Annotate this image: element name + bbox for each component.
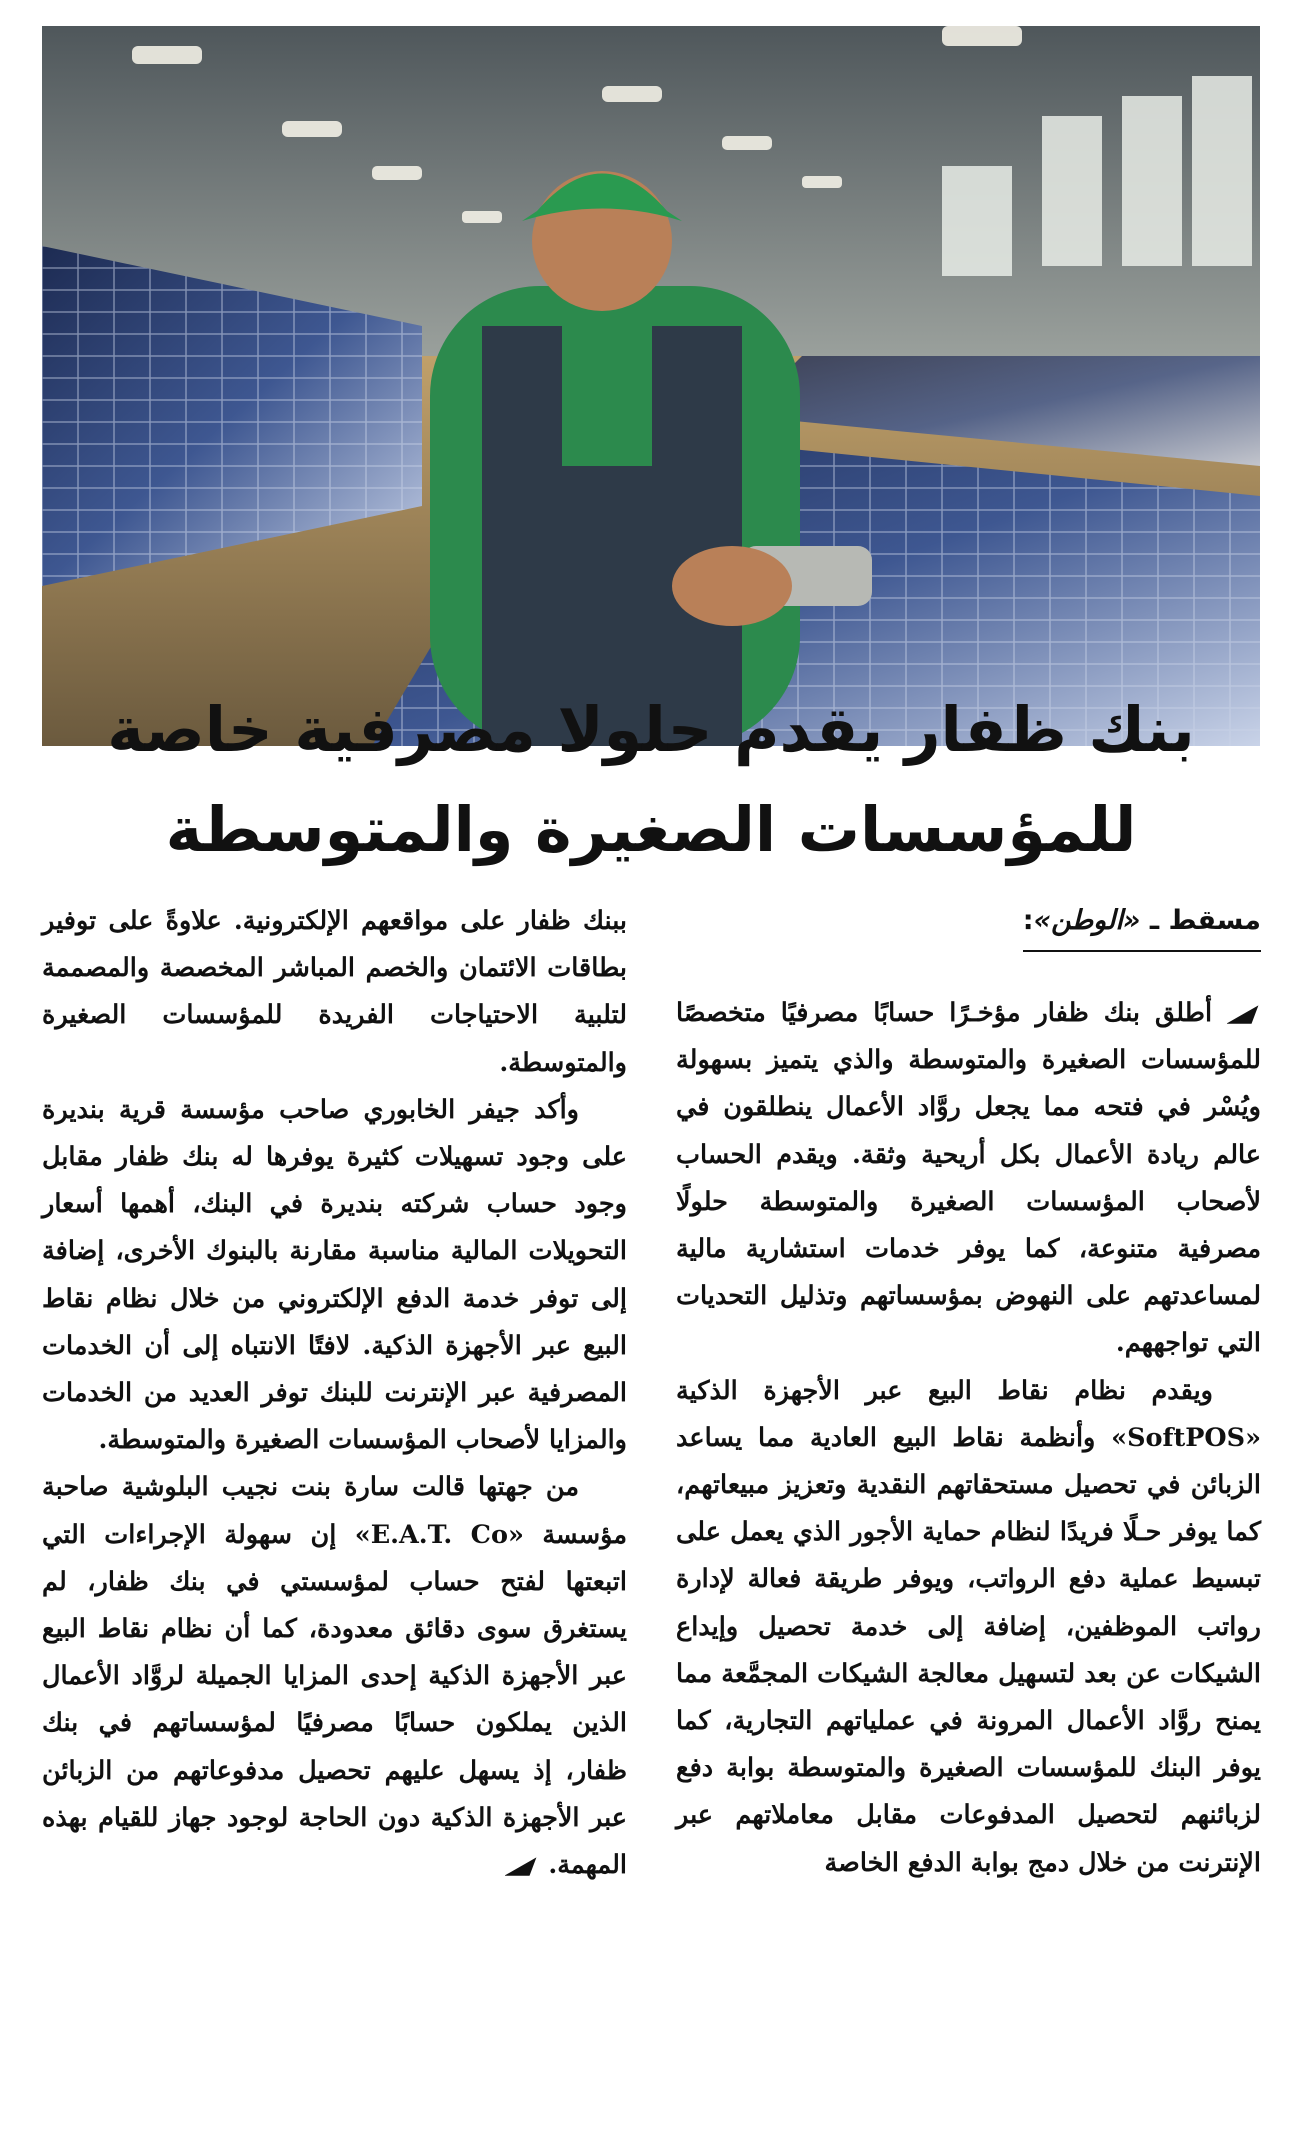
dateline-city: مسقط ـ (1140, 905, 1261, 936)
paragraph-5-text: من جهتها قالت سارة بنت نجيب البلوشية صاحبة مؤسسة «E.A.T. Co» إن سهولة الإجراءات التي اتبعتها لفتح حساب لمؤسستي في بنك ظفار، لم يستغرق سوى دقائق معدودة، كما أن نظام نقاط البيع عبر الأجهزة الذكية إحدى المزايا الجميلة لروَّاد الأعمال الذين يملكون حسابًا مصرفيًا لمؤسساتهم في بنك ظفار، إذ يسهل عليهم تحصيل مدفوعاتهم من الزبائن عبر الأجهزة الذكية دون الحاجة لوجود جهاز للقيام بهذه المهمة. (42, 1472, 627, 1881)
end-quill-ornament-icon (505, 1855, 539, 1877)
headline-line-1: بنك ظفار يقدم حلولا مصرفية خاصة (107, 693, 1195, 766)
paragraph-1-text: أطلق بنك ظفار مؤخـرًا حسابًا مصرفيًا متخصصًا للمؤسسات الصغيرة والمتوسطة والذي يتميز بسهولة ويُسْر في فتحه مما يجعل روَّاد الأعمال ينطلقون في عالم ريادة الأعمال بكل أريحية وثقة. ويقدم الحساب لأصحاب المؤسسات الصغيرة والمتوسطة حلولًا مصرفية متنوعة، كما يوفر خدمات استشارية مالية لمساعدتهم على النهوض بمؤسساتهم وتذليل التحديات التي تواجههم. (676, 998, 1261, 1359)
worker-solar-panels-illustration (42, 26, 1260, 746)
article-column-left (42, 898, 627, 1889)
headline-line-2: للمؤسسات الصغيرة والمتوسطة (165, 793, 1137, 866)
newspaper-name: «الوطن» (1033, 905, 1141, 936)
article-photo (42, 26, 1260, 746)
dateline (1023, 900, 1261, 952)
quill-ornament-icon (1227, 1003, 1261, 1025)
headline (42, 680, 1260, 880)
paragraph-4: وأكد جيفر الخابوري صاحب مؤسسة قرية بنديرة على وجود تسهيلات كثيرة يوفرها له بنك ظفار مقابل وجود حساب شركته بنديرة في البنك، أهمها أسعار التحويلات المالية مناسبة مقارنة بالبنوك الأخرى، إضافة إلى توفر خدمة الدفع الإلكتروني من خلال نظام نقاط البيع عبر الأجهزة الذكية. لافتًا الانتباه إلى أن الخدمات المصرفية عبر الإنترنت للبنك توفر العديد من الخدمات والمزايا لأصحاب المؤسسات الصغيرة والمتوسطة. (42, 1094, 627, 1456)
article-column-right (676, 898, 1261, 1887)
paragraph-2: ويقدم نظام نقاط البيع عبر الأجهزة الذكية «SoftPOS» وأنظمة نقاط البيع العادية مما يساعد الزبائن في تحصيل مستحقاتهم النقدية وتعزيز مبيعاتهم، كما يوفر حـلًا فريدًا لنظام حماية الأجور الذي يعمل على تبسيط عملية دفع الرواتب، ويوفر طريقة فعالة لإدارة رواتب الموظفين، إضافة إلى خدمة تحصيل وإيداع الشيكات عن بعد لتسهيل معالجة الشيكات المجمَّعة مما يمنح روَّاد الأعمال المرونة في عملياتهم التجارية، كما يوفر البنك للمؤسسات الصغيرة والمتوسطة بوابة دفع لزبائنهم لتحصيل المدفوعات مقابل معاملاتهم عبر الإنترنت من خلال دمج بوابة الدفع الخاصة (676, 1375, 1261, 1878)
paragraph-5 (42, 1464, 627, 1889)
dateline-suffix: : (1022, 905, 1034, 936)
paragraph-3: ببنك ظفار على مواقعهم الإلكترونية. علاوةً على توفير بطاقات الائتمان والخصم المباشر المخصصة والمصممة لتلبية الاحتياجات الفريدة للمؤسسات الصغيرة والمتوسطة. (42, 906, 627, 1078)
paragraph-1 (676, 990, 1261, 1368)
